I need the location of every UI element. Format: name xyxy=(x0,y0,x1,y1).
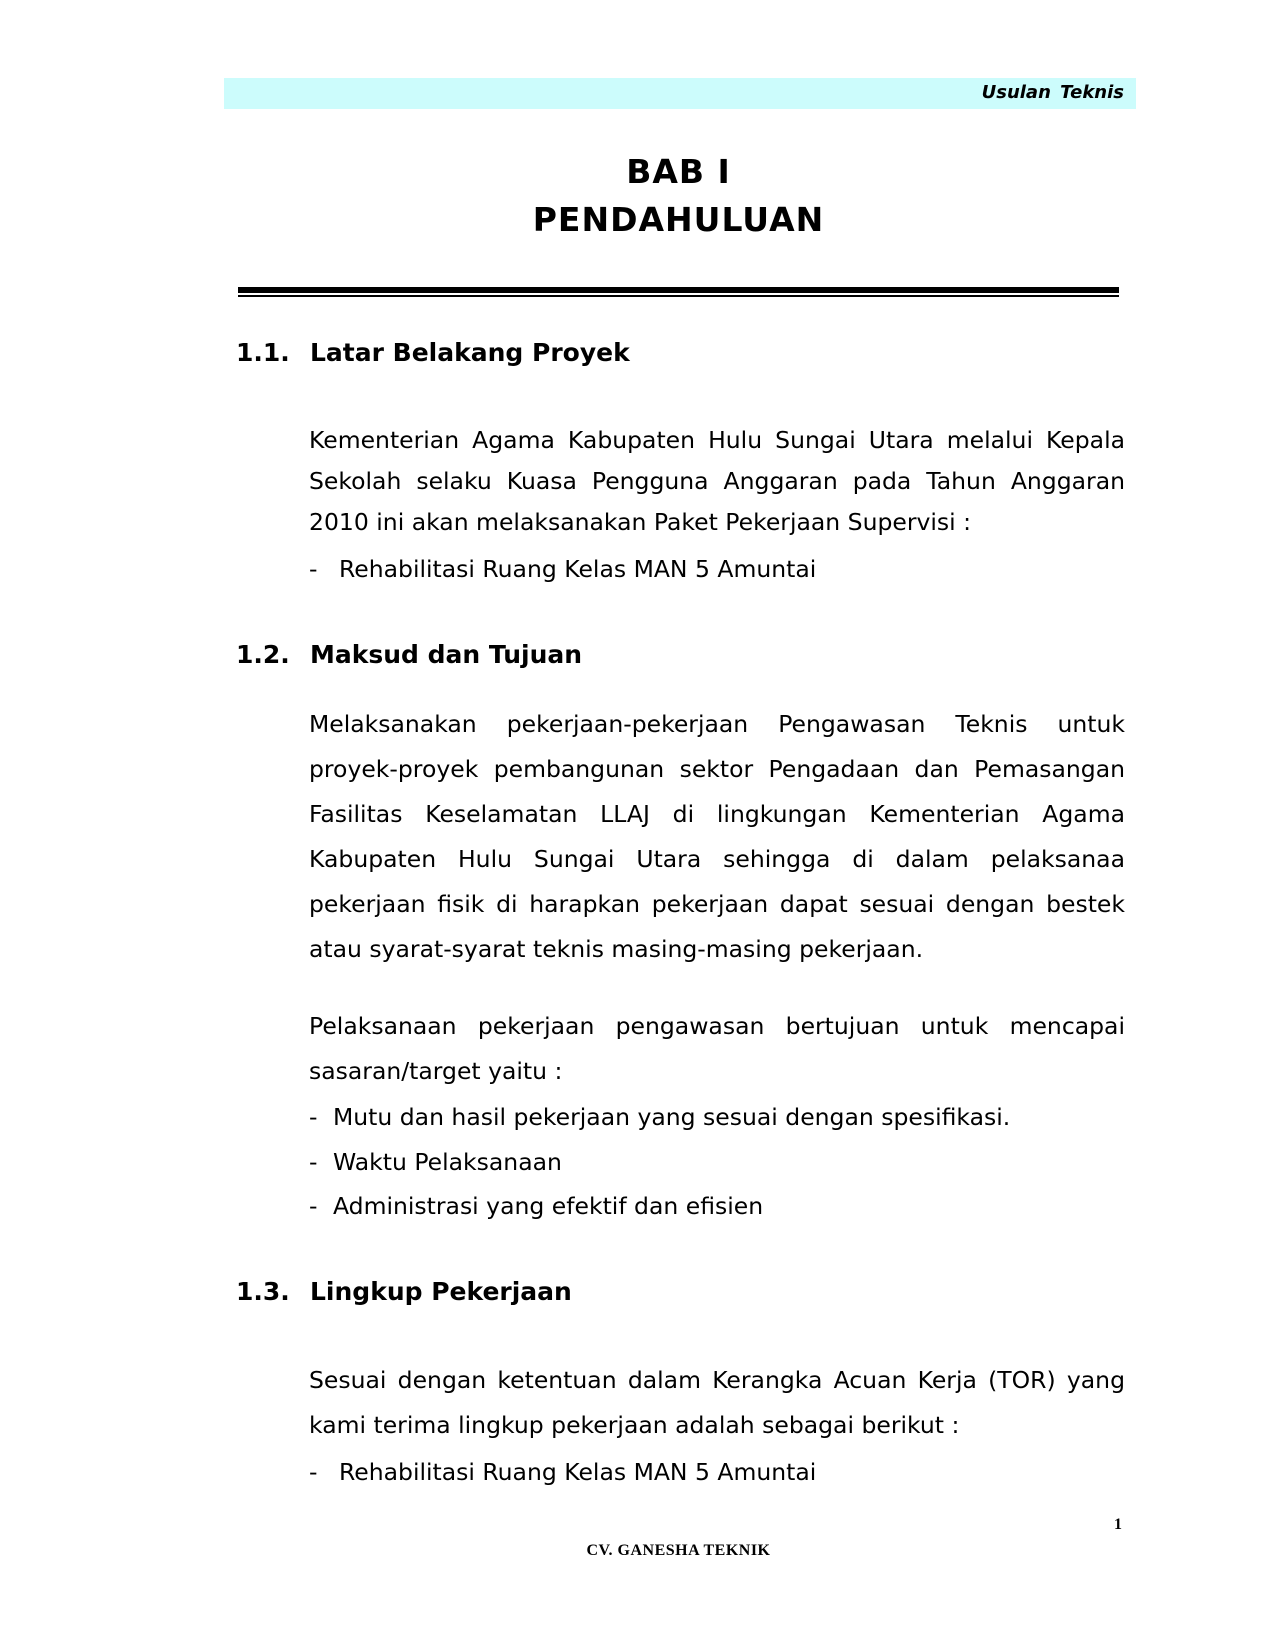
section-paragraph: Sesuai dengan ketentuan dalam Kerangka Acuan Kerja (TOR) yang kami terima lingkup pekerjaan adalah sebagai berikut : xyxy=(309,1366,1125,1439)
page-number: 1 xyxy=(1114,1516,1122,1533)
chapter-title: PENDAHULUAN xyxy=(532,200,825,239)
section-number: 1.2. xyxy=(236,640,290,669)
bullet-item xyxy=(309,1458,816,1486)
bullet-text: Administrasi yang efektif dan efisien xyxy=(333,1192,764,1220)
bullet-item xyxy=(309,555,816,583)
section-number: 1.1. xyxy=(236,338,290,367)
bullet-item xyxy=(309,1192,763,1220)
footer-company: CV. GANESHA TEKNIK xyxy=(586,1542,771,1559)
header-label: Usulan Teknis xyxy=(981,82,1124,103)
section-title: Latar Belakang Proyek xyxy=(310,338,630,367)
title-rule-thin xyxy=(238,295,1119,297)
section-paragraph-2: Pelaksanaan pekerjaan pengawasan bertujuan untuk mencapai sasaran/target yaitu : xyxy=(309,1012,1125,1085)
section-paragraph: Melaksanakan pekerjaan-pekerjaan Pengawasan Teknis untuk proyek-proyek pembangunan sektor Pengadaan dan Pemasangan Fasilitas Keselamatan LLAJ di lingkungan Kementerian Agama Kabupaten Hulu Sungai Utara sehingga di dalam pelaksanaa pekerjaan fisik di harapkan pekerjaan dapat sesuai dengan bestek atau syarat-syarat teknis masing-masing pekerjaan. xyxy=(309,710,1125,963)
bullet-text: Mutu dan hasil pekerjaan yang sesuai dengan spesifikasi. xyxy=(333,1103,1011,1131)
section-number: 1.3. xyxy=(236,1277,290,1306)
bullet-dash: - xyxy=(309,1148,318,1176)
header-band xyxy=(224,78,1136,109)
bullet-text: Waktu Pelaksanaan xyxy=(333,1148,562,1176)
bullet-dash: - xyxy=(309,555,318,583)
bullet-text: Rehabilitasi Ruang Kelas MAN 5 Amuntai xyxy=(339,555,817,583)
bullet-text: Rehabilitasi Ruang Kelas MAN 5 Amuntai xyxy=(339,1458,817,1486)
bullet-dash: - xyxy=(309,1103,318,1131)
bullet-item xyxy=(309,1103,1010,1131)
section-title: Maksud dan Tujuan xyxy=(310,640,583,669)
chapter-number: BAB I xyxy=(626,152,731,191)
bullet-item xyxy=(309,1148,562,1176)
bullet-dash: - xyxy=(309,1458,318,1486)
section-title: Lingkup Pekerjaan xyxy=(310,1277,572,1306)
bullet-dash: - xyxy=(309,1192,318,1220)
section-paragraph: Kementerian Agama Kabupaten Hulu Sungai Utara melalui Kepala Sekolah selaku Kuasa Pengguna Anggaran pada Tahun Anggaran 2010 ini akan melaksanakan Paket Pekerjaan Supervisi : xyxy=(309,426,1125,536)
title-rule-thick xyxy=(238,287,1119,293)
